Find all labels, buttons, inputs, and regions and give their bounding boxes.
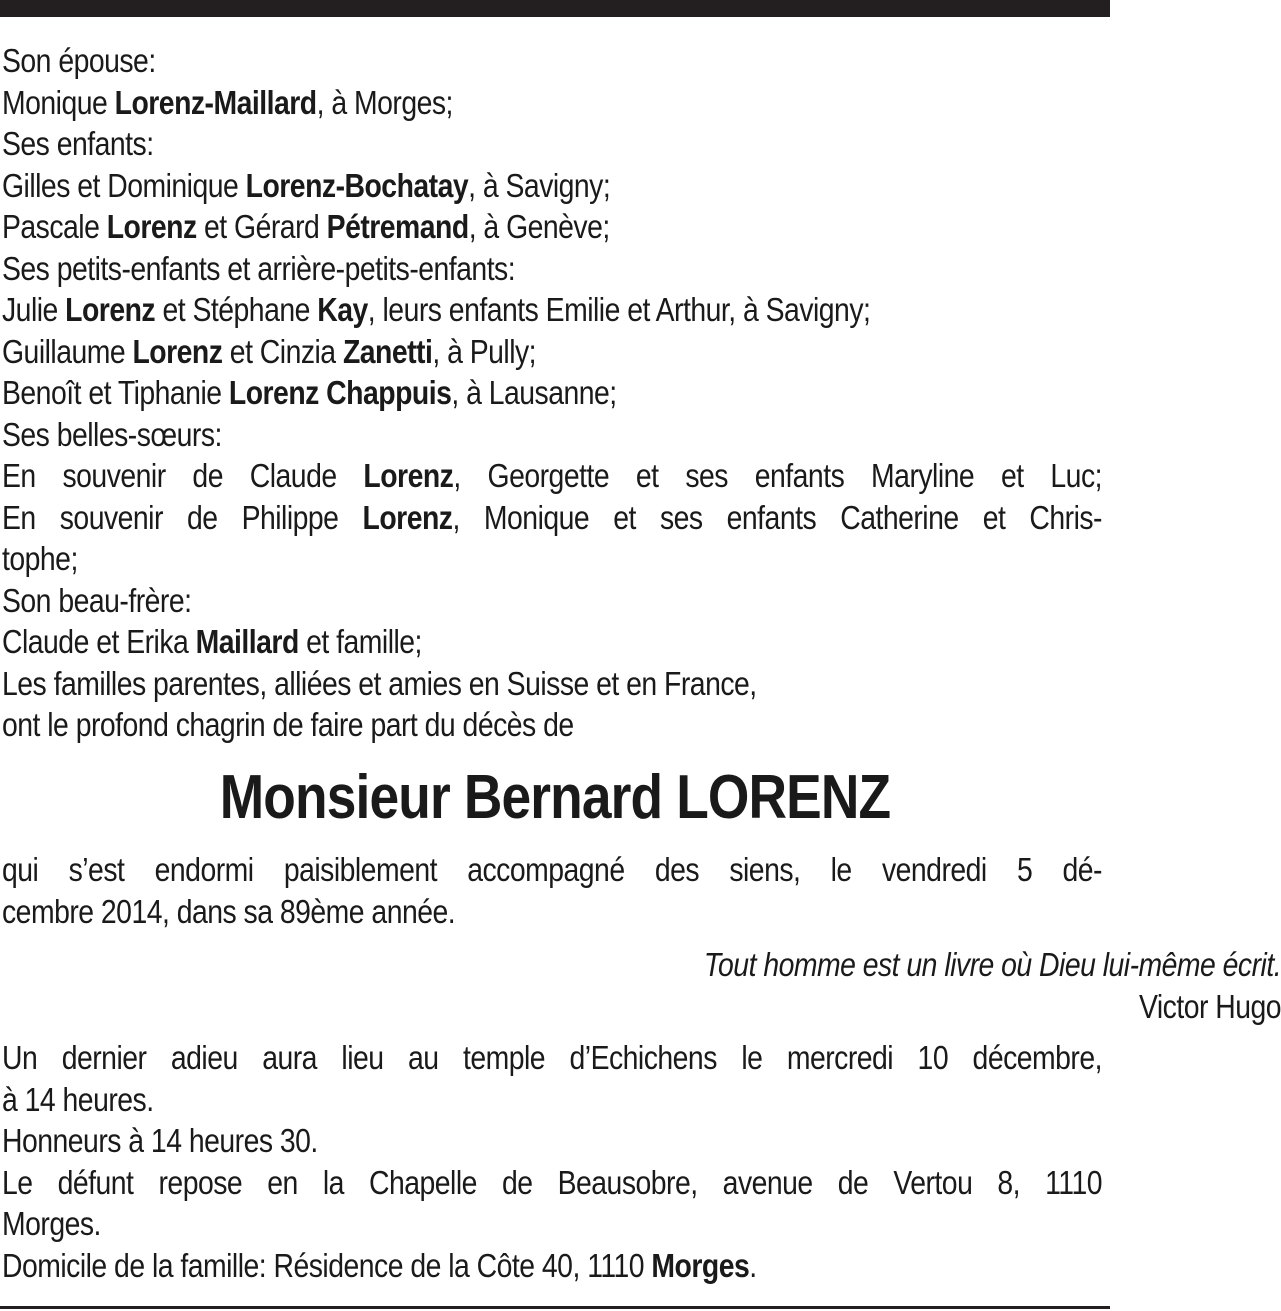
family-list: [2, 40, 1102, 746]
spouse-surname: Lorenz-Maillard: [114, 83, 317, 121]
grandchild-entry-1: [2, 289, 948, 331]
death-notice: [2, 849, 1102, 932]
extended-family-line: Les familles parentes, alliées et amies en Suisse et en France,: [2, 664, 757, 702]
announcement-line: ont le profond chagrin de faire part du décès de: [2, 706, 574, 743]
brother-in-law-surname: Maillard: [195, 623, 299, 660]
spouse-label: Son épouse:: [2, 42, 156, 79]
brother-in-law-first: Claude et Erika: [2, 623, 196, 660]
grandchild-2-mid: et Cinzia: [222, 332, 343, 370]
children-label: Ses enfants:: [2, 125, 154, 162]
child-2-mid: et Gérard: [196, 208, 327, 245]
sister-in-law-entry-2-continued: tophe;: [2, 540, 78, 577]
ceremony-details: [2, 1037, 1102, 1286]
child-2-place: , à Genève;: [468, 208, 610, 245]
grandchild-1-partner-surname: Kay: [317, 291, 368, 328]
repose-line-2: Morges.: [2, 1205, 101, 1242]
adieu-line-2: à 14 heures.: [2, 1080, 154, 1118]
grandchild-1-mid: et Stéphane: [155, 291, 318, 328]
child-1-place: , à Savigny;: [468, 166, 611, 204]
top-border-rule: [0, 0, 1110, 17]
adieu-line-1: Un dernier adieu aura lieu au temple d’Echichens le mercredi 10 décembre,: [2, 1039, 1102, 1076]
spouse-entry: [2, 82, 948, 124]
child-entry-2: [2, 206, 948, 248]
sister-in-law-entry-1: [2, 455, 1102, 497]
brother-in-law-rest: et famille;: [298, 623, 422, 660]
child-entry-1: [2, 165, 948, 207]
sisters-in-law-label: Ses belles-sœurs:: [2, 415, 222, 453]
grandchild-2-surname: Lorenz: [132, 332, 223, 370]
grandchildren-label: Ses petits-enfants et arrière-petits-enfants:: [2, 249, 516, 287]
child-2-surname: Lorenz: [106, 208, 197, 245]
grandchild-entry-2: [2, 331, 948, 373]
grandchild-1-rest: , leurs enfants Emilie et Arthur, à Savigny;: [367, 291, 871, 328]
sister-in-law-2-first: En souvenir de Philippe: [2, 498, 363, 536]
quote-author: Victor Hugo: [1138, 987, 1281, 1025]
domicile-line: [2, 1245, 948, 1287]
quote-block: [2, 944, 1281, 1027]
spouse-first-name: Monique: [2, 83, 115, 121]
sister-in-law-2-rest: , Monique et ses enfants Catherine et Chris-: [452, 498, 1102, 536]
child-1-first: Gilles et Dominique: [2, 166, 246, 204]
bottom-border-rule: [0, 1306, 1110, 1309]
grandchild-1-surname: Lorenz: [65, 291, 156, 328]
domicile-city: Morges: [651, 1246, 750, 1284]
domicile-period: .: [749, 1246, 757, 1284]
brother-in-law-entry: [2, 621, 948, 663]
sister-in-law-2-surname: Lorenz: [362, 498, 453, 536]
grandchild-2-first: Guillaume: [2, 332, 133, 370]
repose-line-1: Le défunt repose en la Chapelle de Beausobre, avenue de Vertou 8, 1110: [2, 1163, 1102, 1201]
sister-in-law-1-first: En souvenir de Claude: [2, 457, 364, 494]
sister-in-law-1-surname: Lorenz: [363, 457, 454, 494]
grandchild-1-first: Julie: [2, 291, 66, 328]
sister-in-law-entry-2: [2, 497, 1102, 539]
brother-in-law-label: Son beau-frère:: [2, 581, 192, 619]
death-line-2: cembre 2014, dans sa 89ème année.: [2, 892, 456, 930]
grandchild-3-first: Benoît et Tiphanie: [2, 374, 229, 411]
deceased-name-heading: Monsieur Bernard LORENZ: [219, 763, 891, 832]
child-2-partner-surname: Pétremand: [326, 208, 469, 245]
spouse-place: , à Morges;: [316, 83, 453, 121]
honneurs-line: Honneurs à 14 heures 30.: [2, 1122, 318, 1159]
domicile-address: Domicile de la famille: Résidence de la Côte 40, 1110: [2, 1246, 652, 1284]
grandchild-entry-3: [2, 372, 948, 414]
sister-in-law-1-rest: , Georgette et ses enfants Maryline et Luc;: [453, 457, 1102, 494]
quote-text: Tout homme est un livre où Dieu lui-même écrit.: [703, 946, 1281, 983]
death-line-1: qui s’est endormi paisiblement accompagné des siens, le vendredi 5 dé-: [2, 851, 1102, 888]
grandchild-3-surname: Lorenz Chappuis: [228, 374, 452, 411]
child-1-surname: Lorenz-Bochatay: [245, 166, 469, 204]
grandchild-2-place: , à Pully;: [432, 332, 537, 370]
grandchild-3-place: , à Lausanne;: [451, 374, 617, 411]
grandchild-2-partner-surname: Zanetti: [342, 332, 433, 370]
child-2-first: Pascale: [2, 208, 107, 245]
